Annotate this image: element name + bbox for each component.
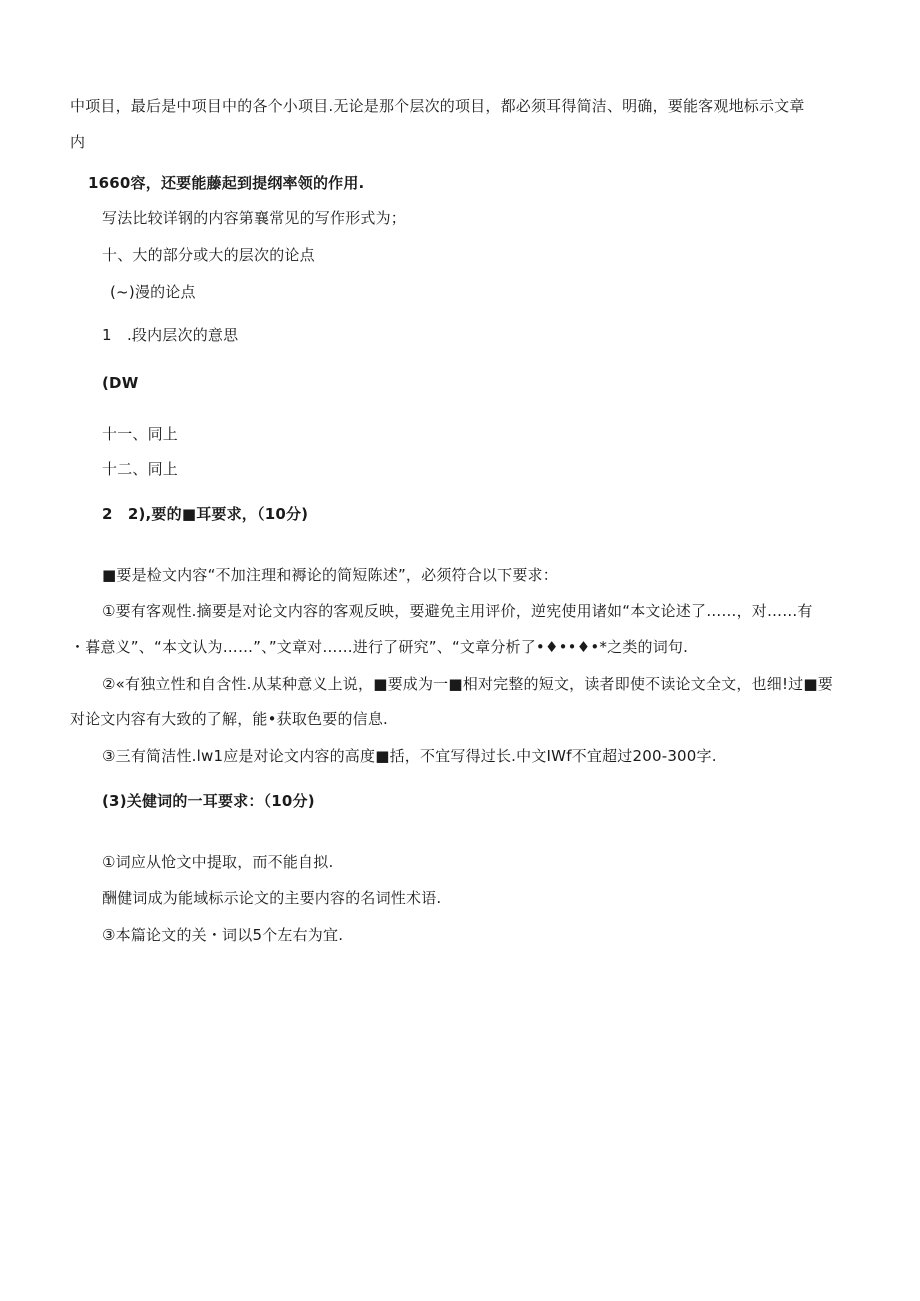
text-line-1: 中项目，最后是中项目中的各个小项目.无论是那个层次的项目，都必须耳得简洁、明确，要能客观地标示文章 xyxy=(70,97,805,115)
list-item-1: 1 .段内层次的意思 xyxy=(102,326,239,344)
requirement-heading-2: 2 2),要的■耳要求，（10分) xyxy=(102,505,309,523)
keyword-point-2: 酬健词成为能域标示论文的主要内容的名词性术语. xyxy=(102,889,442,907)
text-line-dw: (DW xyxy=(102,374,139,392)
text-line-3: 1660容，还要能藤起到提纲率领的作用. xyxy=(88,174,365,192)
abstract-point-1-cont: ・暮意义”、“本文认为……”、”文章对……进行了研究”、“文章分析了•♦••♦•*之类的词句. xyxy=(70,638,689,656)
section-heading-11: 十一、同上 xyxy=(102,425,179,443)
text-line-2: 内 xyxy=(70,133,86,151)
keyword-point-3: ③本篇论文的关・词以5个左右为宜. xyxy=(102,926,344,944)
abstract-point-2: ②«有独立性和自含性.从某种意义上说，■要成为一■相对完整的短文，读者即使不读论文全文，也细!过■要 xyxy=(102,675,833,693)
section-heading-10: 十、大的部分或大的层次的论点 xyxy=(102,246,315,264)
text-line-4: 写法比较详钢的内容第襄常见的写作形式为； xyxy=(102,209,407,227)
abstract-intro: ■要是检文内容“不加注理和褥论的简短陈述”，必须符合以下要求： xyxy=(102,566,558,584)
keyword-point-1: ①词应从怆文中提取，而不能自拟. xyxy=(102,853,334,871)
section-heading-12: 十二、同上 xyxy=(102,460,179,478)
abstract-point-1: ①要有客观性.摘要是对论文内容的客观反映，要避免主用评价，逆宪使用诸如“本文论述了……，对……有 xyxy=(102,602,813,620)
abstract-point-2-cont: 对论文内容有大致的了解，能•获取色要的信息. xyxy=(70,710,389,728)
requirement-heading-3: (3)关健词的一耳要求：（10分) xyxy=(102,792,315,810)
subsection-heading: (~)漫的论点 xyxy=(110,283,196,301)
abstract-point-3: ③三有简洁性.lw1应是对论文内容的高度■括，不宜写得过长.中文IWf不宜超过200-300字. xyxy=(102,747,717,765)
